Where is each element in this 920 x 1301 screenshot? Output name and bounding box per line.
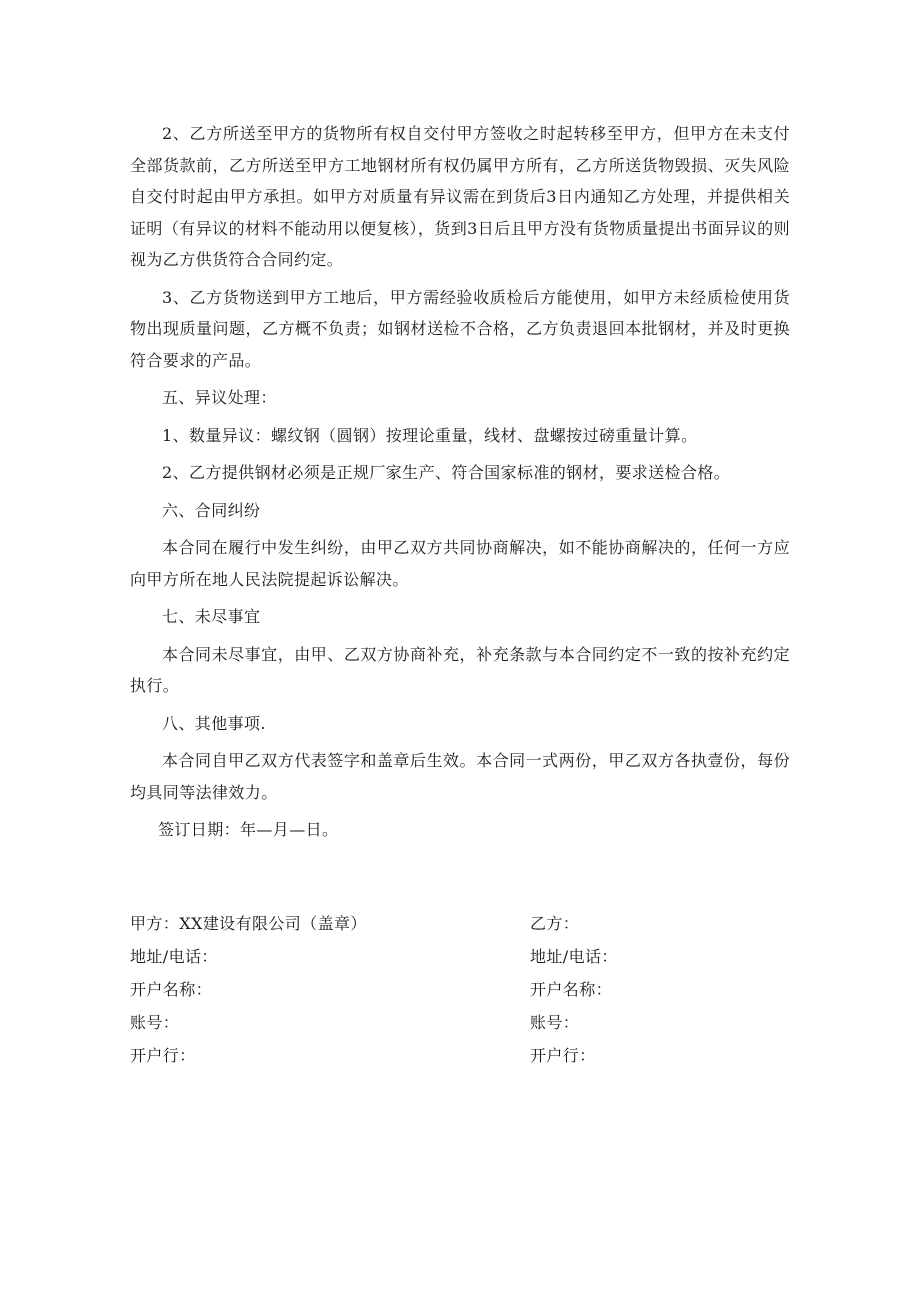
party-a-bank: 开户行： xyxy=(130,1046,196,1065)
clause-4-2: 2、乙方所送至甲方的货物所有权自交付甲方签收之时起转移至甲方，但甲方在未支付全部货款前，乙方所送至甲方工地钢材所有权仍属甲方所有，乙方所送货物毁损、灭失风险自交付时起由甲方承担。如甲方对质量有异议需在到货后3日内通知乙方处理，并提供相关证明（有异议的材料不能动用以便复核），货到3日后且甲方没有货物质量提出书面异议的则视为乙方供货符合合同约定。 xyxy=(130,124,790,269)
section-7-text: 本合同未尽事宜，由甲、乙双方协商补充，补充条款与本合同约定不一致的按补充约定执行。 xyxy=(130,644,790,695)
contract-body xyxy=(130,118,790,846)
party-b-bank: 开户行： xyxy=(530,1046,596,1065)
party-a-name: 甲方：XX建设有限公司（盖章） xyxy=(130,914,367,933)
section-8-heading: 八、其他事项. xyxy=(162,713,266,733)
party-a-address: 地址/电话： xyxy=(130,947,218,966)
clause-5-1: 1、数量异议：螺纹钢（圆钢）按理论重量，线材、盘螺按过磅重量计算。 xyxy=(162,425,698,445)
section-6-text: 本合同在履行中发生纠纷，由甲乙双方共同协商解决，如不能协商解决的，任何一方应向甲方所在地人民法院提起诉讼解决。 xyxy=(130,538,790,589)
party-b-signature-block xyxy=(530,910,790,1075)
party-a-signature-block xyxy=(130,910,510,1075)
section-6-heading: 六、合同纠纷 xyxy=(162,500,261,520)
section-5-heading: 五、异议处理： xyxy=(162,388,277,407)
section-7-heading: 七、未尽事宜 xyxy=(162,607,261,626)
party-b-account-no: 账号： xyxy=(530,1013,580,1032)
party-b-address: 地址/电话： xyxy=(530,947,618,966)
section-8-text: 本合同自甲乙双方代表签字和盖章后生效。本合同一式两份，甲乙双方各执壹份，每份均具同等法律效力。 xyxy=(130,751,790,802)
clause-4-3: 3、乙方货物送到甲方工地后，甲方需经验收质检后方能使用，如甲方未经质检使用货物出现质量问题，乙方概不负责；如钢材送检不合格，乙方负责退回本批钢材，并及时更换符合要求的产品。 xyxy=(130,287,790,370)
clause-5-2: 2、乙方提供钢材必须是正规厂家生产、符合国家标准的钢材，要求送检合格。 xyxy=(162,463,731,482)
party-b-name: 乙方： xyxy=(530,914,580,933)
sign-date: 签订日期：年—月—日。 xyxy=(158,820,339,839)
party-a-account-no: 账号： xyxy=(130,1013,180,1032)
party-b-account-name: 开户名称： xyxy=(530,980,613,999)
party-a-account-name: 开户名称： xyxy=(130,980,213,999)
